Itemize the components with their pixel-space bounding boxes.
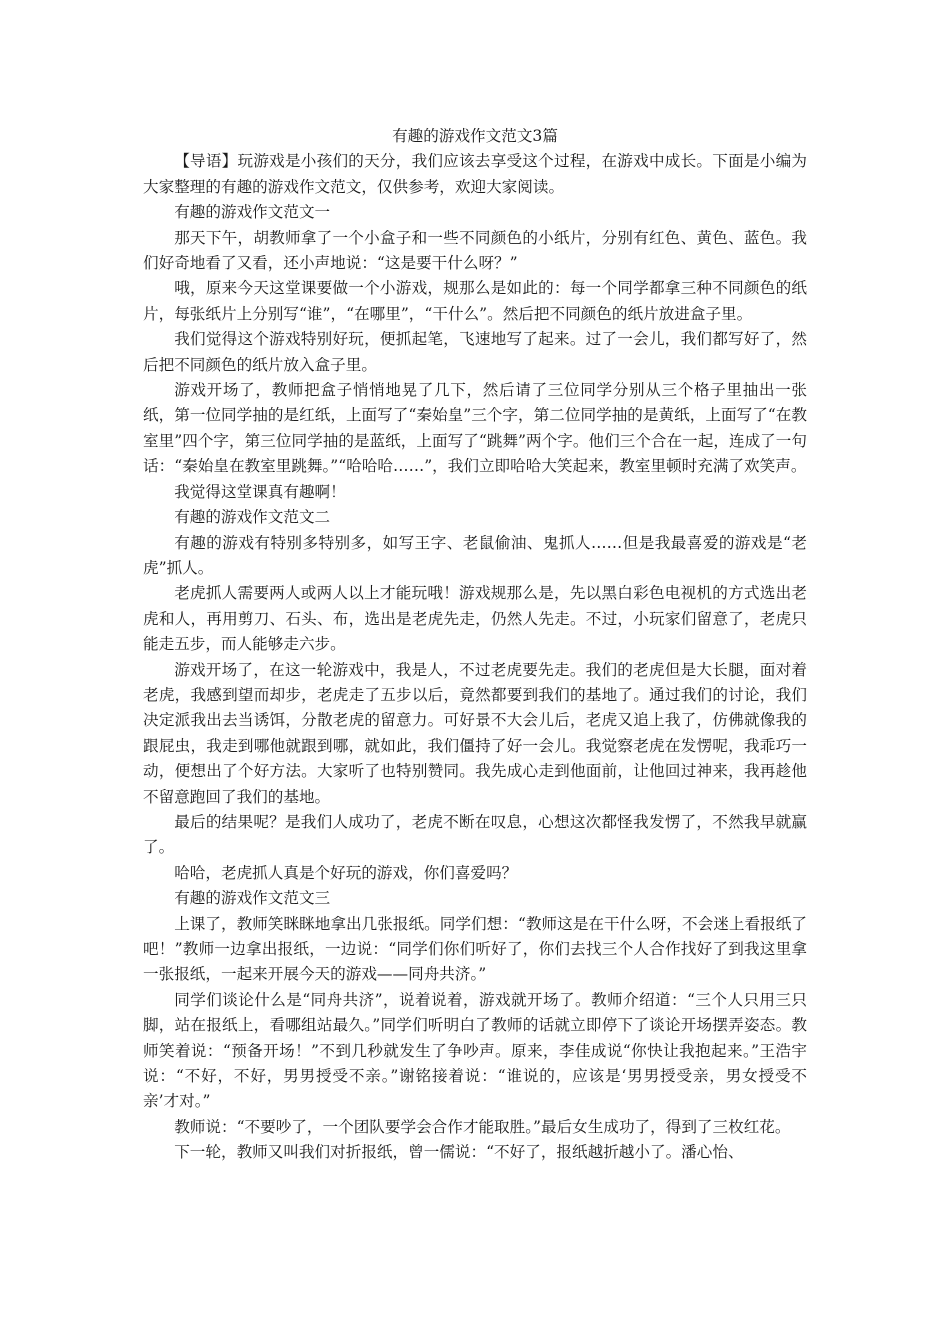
essay-three-heading: 有趣的游戏作文范文三 — [174, 889, 331, 908]
paragraph: 上课了，教师笑眯眯地拿出几张报纸。同学们想：“教师这是在干什么呀，不会迷上看报纸了吧！”教师一边拿出报纸，一边说：“同学们你们听好了，你们去找三个人合作找好了到我这里拿一张报纸，一起来开展今天的游戏——同舟共济。” — [143, 914, 807, 984]
paragraph: 我觉得这堂课真有趣啊！ — [174, 482, 346, 501]
essay-one-heading: 有趣的游戏作文范文一 — [174, 203, 331, 222]
paragraph: 我们觉得这个游戏特别好玩，便抓起笔，飞速地写了起来。过了一会儿，我们都写好了，然后把不同颜色的纸片放入盒子里。 — [143, 330, 807, 374]
paragraph: 老虎抓人需要两人或两人以上才能玩哦！游戏规那么是，先以黑白彩色电视机的方式选出老虎和人，再用剪刀、石头、布，选出是老虎先走，仍然人先走。不过，小玩家们留意了，老虎只能走五步，而人能够走六步。 — [143, 584, 807, 654]
document-title: 有趣的游戏作文范文3篇 — [392, 127, 558, 145]
paragraph: 哦，原来今天这堂课要做一个小游戏，规那么是如此的：每一个同学都拿三种不同颜色的纸片，每张纸片上分别写“谁”，“在哪里”，“干什么”。然后把不同颜色的纸片放进盒子里。 — [143, 279, 807, 323]
document-page — [143, 124, 807, 1166]
intro-paragraph: 【导语】玩游戏是小孩们的天分，我们应该去享受这个过程，在游戏中成长。下面是小编为大家整理的有趣的游戏作文范文，仅供参考，欢迎大家阅读。 — [143, 152, 807, 196]
paragraph: 下一轮，教师又叫我们对折报纸，曾一儒说：“不好了，报纸越折越小了。潘心怡、 — [174, 1143, 744, 1162]
paragraph: 游戏开场了，在这一轮游戏中，我是人，不过老虎要先走。我们的老虎但是大长腿，面对着老虎，我感到望而却步，老虎走了五步以后，竟然都要到我们的基地了。通过我们的讨论，我们决定派我出去当诱饵，分散老虎的留意力。可好景不大会儿后，老虎又追上我了，仿佛就像我的跟屁虫，我走到哪他就跟到哪，就如此，我们僵持了好一会儿。我觉察老虎在发愣呢，我乖巧一动，便想出了个好方法。大家听了也特别赞同。我先成心走到他面前，让他回过神来，我再趁他不留意跑回了我们的基地。 — [143, 660, 807, 806]
paragraph: 哈哈，老虎抓人真是个好玩的游戏，你们喜爱吗？ — [174, 863, 518, 882]
paragraph: 游戏开场了，教师把盒子悄悄地晃了几下，然后请了三位同学分别从三个格子里抽出一张纸，第一位同学抽的是红纸，上面写了“秦始皇”三个字，第二位同学抽的是黄纸，上面写了“在教室里”四个字，第三位同学抽的是蓝纸，上面写了“跳舞”两个字。他们三个合在一起，连成了一句话：“秦始皇在教室里跳舞。”“哈哈哈……”，我们立即哈哈大笑起来，教室里顿时充满了欢笑声。 — [143, 381, 807, 476]
paragraph: 教师说：“不要吵了，一个团队要学会合作才能取胜。”最后女生成功了，得到了三枚红花。 — [174, 1117, 791, 1136]
paragraph: 那天下午，胡教师拿了一个小盒子和一些不同颜色的小纸片，分别有红色、黄色、蓝色。我们好奇地看了又看，还小声地说：“这是要干什么呀？” — [143, 228, 807, 273]
paragraph: 有趣的游戏有特别多特别多，如写王字、老鼠偷油、鬼抓人……但是我最喜爱的游戏是“老虎”抓人。 — [143, 533, 807, 577]
essay-two-heading: 有趣的游戏作文范文二 — [174, 508, 331, 527]
paragraph: 同学们谈论什么是“同舟共济”，说着说着，游戏就开场了。教师介绍道：“三个人只用三只脚，站在报纸上，看哪组站最久。”同学们听明白了教师的话就立即停下了谈论开场摆弄姿态。教师笑着说：“预备开场！”不到几秒就发生了争吵声。原来，李佳成说“你快让我抱起来。”王浩宇说：“不好，不好，男男授受不亲。”谢铭接着说：“谁说的，应该是‘男男授受亲，男女授受不亲’才对。” — [143, 990, 807, 1111]
paragraph: 最后的结果呢？是我们人成功了，老虎不断在叹息，心想这次都怪我发愣了，不然我早就赢了。 — [143, 812, 807, 857]
